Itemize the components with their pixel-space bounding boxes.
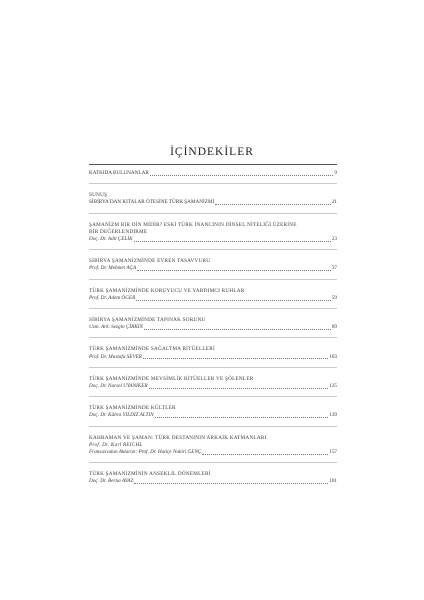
toc-page-number: 103: [329, 353, 337, 360]
dot-leader: [149, 388, 329, 389]
entry-separator: [89, 337, 337, 338]
dot-leader: [155, 417, 329, 418]
toc-entry-author: Prof. Dr. Adem ÖGER: [89, 294, 136, 301]
toc-entry-author: Prof. Dr. Mustafa SEVER: [89, 353, 142, 360]
toc-entry-title: KATKIDA BULUNANLAR: [89, 170, 149, 176]
entry-separator: [89, 183, 337, 184]
toc-entry-row: [89, 412, 337, 419]
toc-page-number: 139: [329, 412, 337, 419]
toc-entry-heading: SUNUŞ: [89, 192, 108, 199]
dot-leader: [143, 358, 328, 359]
toc-entry: [89, 170, 337, 177]
toc-entry-row: [89, 265, 337, 272]
toc-entry-translator: Fransızcadan Aktaran: Prof. Dr. Hatiçe Nakiri GENÇ: [89, 449, 202, 456]
toc-entry: [89, 192, 337, 206]
dot-leader: [150, 175, 334, 176]
toc-page-number: 157: [329, 449, 337, 456]
toc-entry-author: Prof. Dr. Karl REICHL: [89, 441, 143, 448]
toc-entry-row: [89, 170, 337, 177]
toc-page-number: 89: [331, 324, 337, 331]
toc-entry-author: Doç. Dr. Kübra YILDIZ ALTIN: [89, 412, 154, 419]
toc-entry: [89, 471, 337, 485]
toc-entry-author: Doç. Dr. Berna AYAZ: [89, 478, 134, 485]
toc-entry-author: Uzm. Ark. Sezgin ÇİRKİN: [89, 324, 143, 331]
toc-entry-row: [89, 478, 337, 485]
entry-separator: [89, 308, 337, 309]
dot-leader: [136, 300, 331, 301]
toc-entry-title: KAHRAMAN VE ŞAMAN: TÜRK DESTANININ ARKAİK KATMANLARI: [89, 434, 267, 441]
toc-entry-title: TÜRK ŞAMANİZMİNDE KÜLTLER: [89, 405, 176, 412]
toc-entry-title: SİBİRYA ŞAMANİZMİNDE TAPINAK SORUNU: [89, 317, 206, 324]
toc-entry-title: ŞAMANİZM BİR DİN MİDİR? ESKİ TÜRK İNANCININ DİNSEL NİTELİĞİ ÜZERİNE: [89, 221, 297, 228]
toc-entry-row: [89, 295, 337, 302]
entry-separator: [89, 213, 337, 214]
toc-entry-row: [89, 199, 337, 206]
dot-leader: [202, 454, 328, 455]
toc-entry: [89, 346, 337, 360]
toc-entry-title-cont: BİR DEĞERLENDİRME: [89, 228, 148, 235]
toc-entry-title: TÜRK ŞAMANİZMİNDE MEVSİMLİK RİTÜELLER VE ŞÖLENLER: [89, 375, 254, 382]
toc-entry-row: [89, 236, 337, 243]
dot-leader: [134, 241, 331, 242]
entry-separator: [89, 367, 337, 368]
dot-leader: [215, 204, 331, 205]
toc-entry-author: Prof. Dr. Mehmet AÇA: [89, 265, 137, 272]
toc-page-number: 125: [329, 383, 337, 390]
toc-page-number: 23: [331, 236, 337, 243]
toc-entry: [89, 435, 337, 457]
toc-entry-author: Doç. Dr. Adil ÇELİK: [89, 236, 133, 243]
entry-separator: [89, 462, 337, 463]
toc-entry: [89, 288, 337, 302]
toc-entry-row: [89, 449, 337, 456]
toc-entry-title: SİBİRYA ŞAMANİZMİNDE EVREN TASAVVURU: [89, 258, 211, 265]
toc-entry-author: Doç. Dr. Nursel UYANIKER: [89, 383, 148, 390]
toc-entry-title: TÜRK ŞAMANİZMİNDE SAĞALTMA RİTÜELLERİ: [89, 346, 215, 353]
toc-entry-row: [89, 324, 337, 331]
entry-separator: [89, 249, 337, 250]
toc-page-number: 59: [331, 294, 337, 301]
table-of-contents: [89, 164, 337, 486]
toc-entry-title: SİBİRYA'DAN KITALAR ÖTESİNE TÜRK ŞAMANİZMİ: [89, 199, 215, 206]
toc-entry-title: TÜRK ŞAMANİZMİNİN ANSEKLİL DÖNEMLERİ: [89, 471, 211, 478]
toc-entry: [89, 258, 337, 272]
dot-leader: [137, 270, 331, 271]
entry-separator: [89, 279, 337, 280]
entry-separator: [89, 396, 337, 397]
toc-page-number: 9: [334, 170, 337, 176]
toc-page-number: 181: [329, 478, 337, 485]
toc-page-number: 21: [331, 199, 337, 206]
dot-leader: [134, 483, 328, 484]
page-title: İÇİNDEKİLER: [170, 146, 254, 158]
toc-entry: [89, 317, 337, 331]
toc-entry: [89, 405, 337, 419]
toc-entry-row: [89, 383, 337, 390]
toc-entry-row: [89, 354, 337, 361]
toc-entry: [89, 222, 337, 244]
title-divider: [89, 164, 337, 165]
toc-entry: [89, 376, 337, 390]
toc-page-number: 37: [331, 265, 337, 272]
dot-leader: [144, 329, 331, 330]
entry-separator: [89, 426, 337, 427]
toc-entry-title: TÜRK ŞAMANİZMİNDE KORUYUCU VE YARDIMCI RUHLAR: [89, 287, 245, 294]
